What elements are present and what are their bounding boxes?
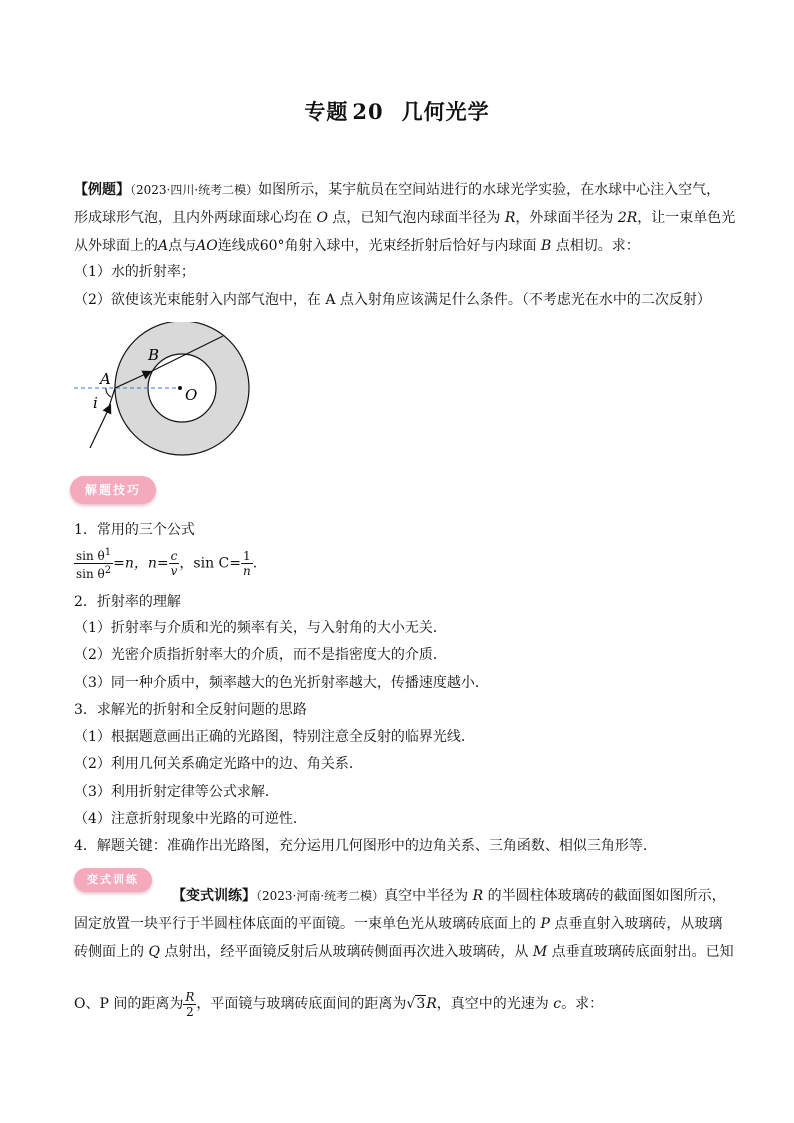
frac-c: c bbox=[169, 549, 180, 564]
half-r-bot: 2 bbox=[186, 1004, 194, 1019]
tips-heading-3: 3．求解光的折射和全反射问题的思路 bbox=[74, 702, 307, 718]
variant-text-1b: 的半圆柱体玻璃砖的截面图如图所示， bbox=[483, 888, 726, 904]
tips-formulas bbox=[74, 546, 257, 582]
example-text-3c: 连线成 bbox=[217, 238, 260, 254]
formula-sinC: ，sin C= bbox=[179, 555, 241, 572]
variant-var-R: R bbox=[472, 888, 484, 904]
example-tag: 【例题】 bbox=[74, 182, 130, 198]
incident-ray-tail bbox=[108, 388, 115, 410]
example-text-2b: 点，已知气泡内球面半径为 bbox=[327, 210, 505, 226]
sqrt-R: R bbox=[426, 996, 437, 1012]
variant-text-4d: 。求： bbox=[561, 996, 604, 1012]
var-B: B bbox=[541, 238, 552, 254]
sin-theta-bot: sin θ bbox=[76, 567, 105, 581]
variant-text-4b: ，平面镜与玻璃砖底面间的距离为 bbox=[196, 996, 407, 1012]
sub-2: 2 bbox=[104, 565, 112, 576]
example-text-3a: 从外球面上的 bbox=[74, 238, 158, 254]
variant-line-3 bbox=[74, 942, 734, 962]
example-text-3e: 点相切。求： bbox=[551, 238, 640, 254]
variant-tag: 【变式训练】 bbox=[172, 888, 256, 904]
title-name: 几何光学 bbox=[401, 99, 490, 124]
var-R: R bbox=[504, 210, 516, 226]
frac-n: n bbox=[243, 564, 251, 578]
tips-badge: 解题技巧 bbox=[70, 476, 156, 504]
variant-text-3a: 砖侧面上的 bbox=[74, 944, 149, 960]
variant-badge: 变式训练 bbox=[74, 868, 152, 892]
angle-60: 60° bbox=[259, 238, 285, 254]
variant-var-P: P bbox=[540, 916, 550, 932]
half-r-top: R bbox=[185, 989, 195, 1004]
var-2R: 2R bbox=[617, 210, 638, 226]
example-question-2: （2）欲使该光束能射入内部气泡中，在 A 点入射角应该满足什么条件。（不考虑光在水中的二次反射） bbox=[74, 292, 711, 308]
variant-var-M: M bbox=[532, 944, 548, 960]
center-point bbox=[178, 386, 182, 390]
example-text-2a: 形成球形气泡，且内外两球面球心均在 bbox=[74, 210, 317, 226]
tips-3-3: （3）利用折射定律等公式求解． bbox=[74, 784, 279, 800]
tips-2-1: （1）折射率与介质和光的频率有关，与入射角的大小无关． bbox=[74, 620, 447, 636]
variant-var-Q: Q bbox=[148, 944, 160, 960]
tips-2-2: （2）光密介质指折射率大的介质，而不是指密度大的介质． bbox=[74, 647, 447, 663]
variant-line-2 bbox=[74, 914, 722, 934]
one-n-fraction bbox=[241, 549, 253, 578]
tips-3-2: （2）利用几何关系确定光路中的边、角关系． bbox=[74, 756, 363, 772]
page-title bbox=[0, 96, 794, 126]
cv-fraction bbox=[169, 549, 180, 578]
title-prefix: 专题 bbox=[304, 99, 349, 124]
sphere-diagram bbox=[70, 322, 270, 460]
example-text-3b: 点与 bbox=[168, 238, 197, 254]
label-A: A bbox=[100, 370, 111, 388]
variant-text-3c: 点垂直玻璃砖底面射出。已知 bbox=[547, 944, 734, 960]
example-source: （2023·四川·统考二模） bbox=[130, 183, 259, 197]
tips-2-3: （3）同一种介质中，频率越大的色光折射率越大，传播速度越小． bbox=[74, 675, 489, 691]
variant-source: （2023·河南·统考二模） bbox=[256, 889, 385, 903]
example-text-1: 如图所示，某宇航员在空间站进行的水球光学实验，在水球中心注入空气， bbox=[258, 182, 721, 198]
variant-line-4 bbox=[74, 984, 603, 1024]
example-text-3d: 角射入球中，光束经折射后恰好与内球面 bbox=[284, 238, 541, 254]
variant-text-1a: 真空中半径为 bbox=[384, 888, 473, 904]
label-i: i bbox=[93, 394, 98, 412]
sin-theta-top: sin θ bbox=[76, 549, 105, 563]
frac-one: 1 bbox=[241, 549, 253, 564]
variant-text-2: 固定放置一块平行于半圆柱体底面的平面镜。一束单色光从玻璃砖底面上的 bbox=[74, 916, 541, 932]
angle-arc bbox=[106, 388, 111, 397]
var-AO: AO bbox=[196, 238, 218, 254]
label-B: B bbox=[148, 346, 160, 364]
variant-text-3b: 点射出，经平面镜反射后从玻璃砖侧面再次进入玻璃砖，从 bbox=[159, 944, 533, 960]
variant-var-c: c bbox=[553, 996, 562, 1012]
title-number: 20 bbox=[352, 99, 384, 124]
example-line-1 bbox=[74, 180, 720, 200]
variant-text-4c: ，真空中的光速为 bbox=[436, 996, 554, 1012]
formula-eq-n: =n，n= bbox=[113, 555, 169, 572]
tips-heading-1: 1．常用的三个公式 bbox=[74, 522, 195, 538]
half-r-fraction bbox=[183, 990, 196, 1019]
snell-fraction bbox=[74, 546, 113, 581]
variant-line-1 bbox=[172, 886, 726, 906]
tips-heading-4: 4．解题关键：准确作出光路图，充分运用几何图形中的边角关系、三角函数、相似三角形等. bbox=[74, 838, 648, 854]
var-O: O bbox=[316, 210, 328, 226]
example-question-1: （1）水的折射率； bbox=[74, 264, 195, 280]
example-line-3 bbox=[74, 236, 640, 256]
tips-heading-2: 2．折射率的理解 bbox=[74, 594, 181, 610]
formula-dot: . bbox=[252, 555, 258, 572]
variant-text-2b: 点垂直射入玻璃砖，从玻璃 bbox=[549, 916, 723, 932]
incident-ray bbox=[90, 406, 110, 448]
label-O: O bbox=[185, 386, 198, 404]
sqrt-3: 3 bbox=[416, 996, 426, 1012]
tips-3-1: （1）根据题意画出正确的光路图，特别注意全反射的临界光线． bbox=[74, 729, 475, 745]
sqrt3-r: √3R bbox=[406, 996, 437, 1012]
var-A: A bbox=[158, 238, 169, 254]
sub-1: 1 bbox=[104, 547, 112, 558]
example-line-2 bbox=[74, 208, 735, 228]
tips-3-4: （4）注意折射现象中光路的可逆性． bbox=[74, 811, 307, 827]
example-text-2c: ，外球面半径为 bbox=[515, 210, 618, 226]
variant-text-4a: O、P 间的距离为 bbox=[74, 996, 184, 1012]
frac-v: v bbox=[170, 564, 178, 578]
example-text-2d: ，让一束单色光 bbox=[637, 210, 736, 226]
